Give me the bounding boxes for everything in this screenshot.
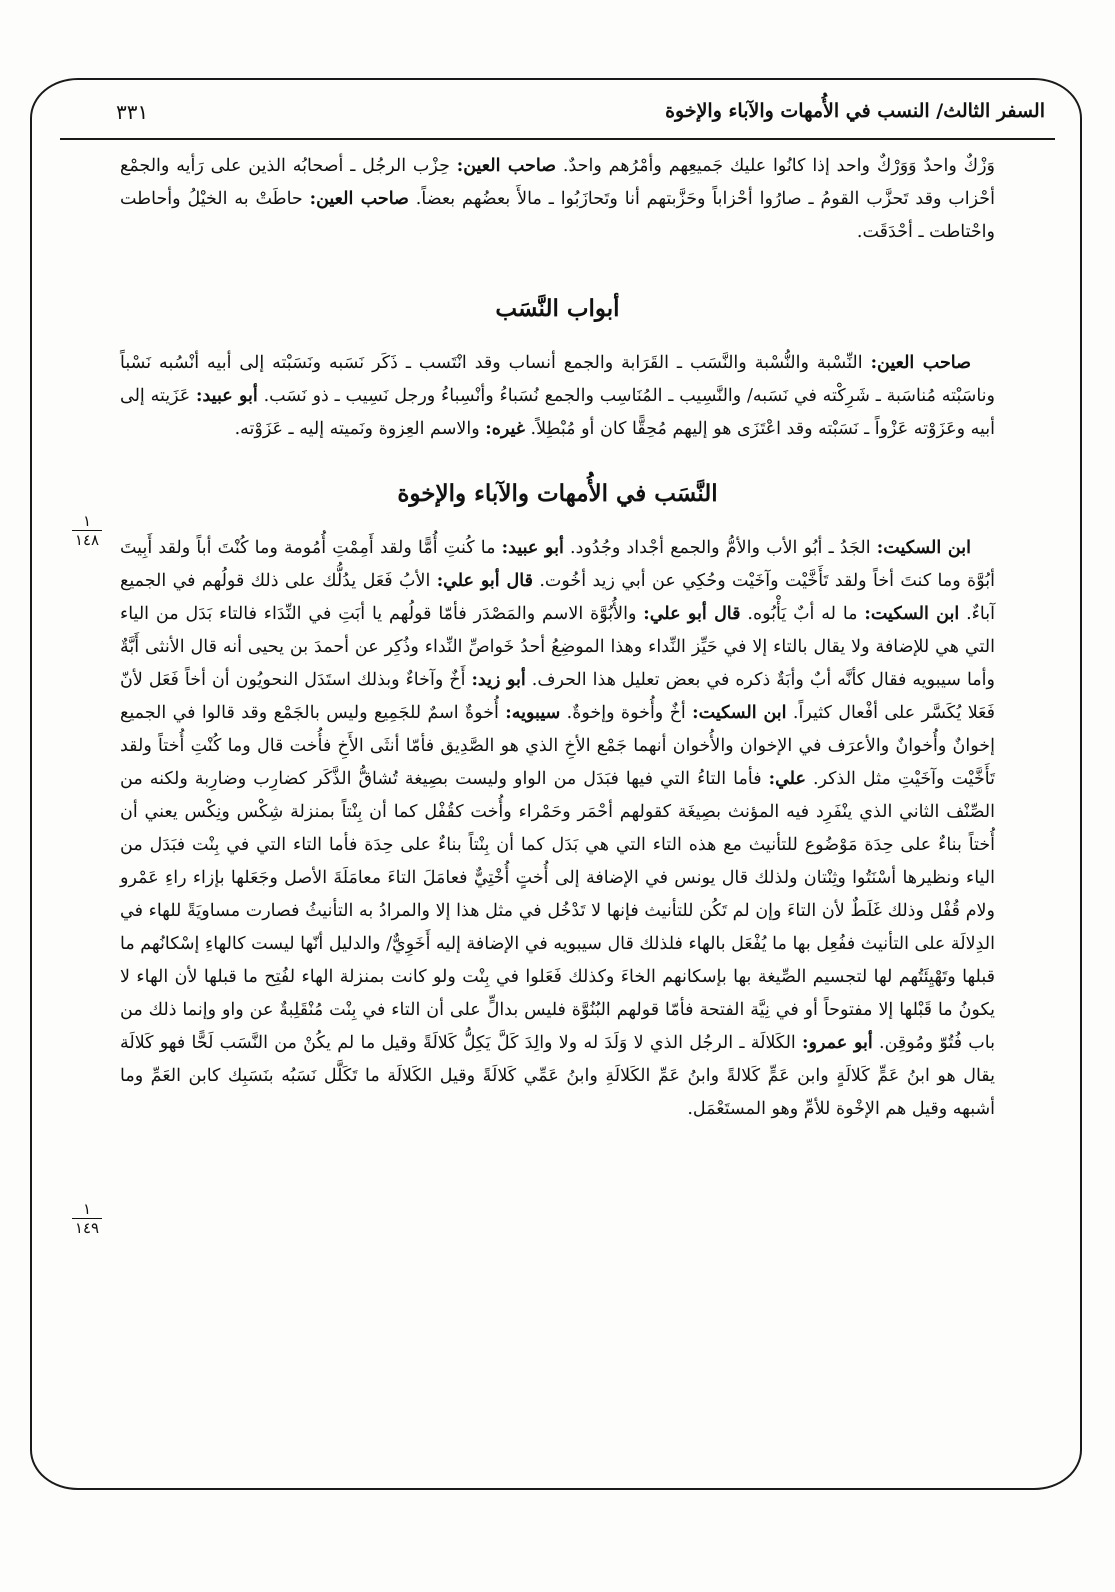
source-name: صاحب العين: [309,189,409,209]
text-run: ما كُنتِ أُمًّا ولقد أَمِمْتِ أُمُومة وما كُنْتَ أباً ولقد أَبِيتَ أبُوَّة وما كنتَ أخاً ولقد تَأَخَّيْت وآخَيْت وحُكِي عن أبي زيد أخُوت. [120,538,995,591]
text-run: والأُبُوَّة الاسم والمَصْدَر فأمّا قولُهم يا أبَتِ في النِّدَاء فالتاء بَدَل من الياء التي هي للإضافة ولا يقال بالتاء إلا في حَيِّز النِّداء وهذا الموضِعُ أحدُ خَواصِّ النِّداء وذُكِر عن أحمدَ بن يحيى أنه قال الأنثى أَبَّةٌ وأما سيبويه فقال كأنَّه أبٌ وأبَةٌ ذكره في بعض تعليل هذا الحرف. [120,604,995,690]
running-title: السفر الثالث/ النسب في الأُمهات والآباء والإخوة [665,100,1045,122]
text-run: وَزْكٌ واحدٌ وَوَرْكٌ واحد إذا كانُوا عليك جَميعِهم وأمْرُهم واحدٌ. [562,156,995,176]
text-run: أخٌ وأُخوة وإخوةٌ. [566,703,686,723]
source-name: أبو زيد: [471,670,526,690]
margin-ref-numerator: ١ [72,513,102,531]
source-name: سيبويه: [505,703,561,723]
margin-ref-denominator: ١٤٨ [74,531,100,549]
source-name: صاحب العين: [456,156,557,176]
intro-paragraph [120,150,995,249]
main-text [120,150,995,1126]
text-run: حِزْب الرجُل ـ أصحابُه الذين على رَأيه والجمْع أحْزاب وقد تَحزَّب القومُ ـ صارُوا أحْزاباً وحَزَّبتهم أنا وتَحازَبُوا ـ مالأَ بعضُهم بعضاً. [120,156,995,209]
text-run: والاسم العِزوة ونَميته إليه ـ عَزَوْته. [234,419,480,439]
text-run: الكَلالَة ـ الرجُل الذي لا وَلَدَ له ولا والِدَ كَلَّ يَكِلُّ كَلالَةً وقيل ما لم يكُنْ من النَّسَب لَحًّا فهو كَلالَة يقال هو ابنُ عَمٍّ كَلالَةٍ وابن عَمٍّ كَلالةً وابنُ عَمِّ الكَلالَةِ وابنُ عَمِّي كَلالَةً وقيل الكَلالَة ما تَكَلَّل نَسَبُه بنَسَبِك كابن العَمِّ وما أشبهه وقيل هم الإخْوة للأمِّ وهو المستَعْمَل. [120,1033,995,1119]
source-name: غيره: [485,419,525,439]
text-run: فأما التاءُ التي فيها فبَدَل من الواو وليست بصِيغة تُشاقُّ الذَّكَر كضارِب وضارِبة ولكنه من الصِّنْف الثاني الذي ينْفَرِد فيه المؤنث بصِيغَة كقولهم أحْمَر وحَمْراء وأُخت كقُفْل كما أن بِنْتاً بمنزلة شِكْس ونِكْس يعني أن أُختاً بناءٌ على حِدَة مَوْضُوع للتأنيث مع هذه التاء التي هي بَدَل كما أن بِنْتاً بناءٌ على حِدَة فأما التاء التي في بِنْت فبَدَل من الياء ونظيرها أسْنَتُوا وثِنْتان ولذلك قال يونس في الإضافة إلى أُختٍ أُخْتِيٌّ فعامَلَ التاءَ معامَلَةَ الأصل وجَعَلها بإزاء راءِ عَمْرو ولام قُفْل وذلك غَلَطٌ لأن التاءَ وإن لم تَكُن للتأنيث فإنها لا تَدْخُل في مثل هذا إلا والمرادُ به التأنيثُ فصارت مساويَةً للهاء في الدِلالَة على التأنيث ففُعِل بها ما يُفْعَل بالهاء فلذلك قال سيبويه في الإضافة إليه أَخَوِيٌّ/ والدليل أنّها ليست كالهاءِ إسْكانُهم ما قبلها وتَهْيِئَتُهم لها لتجسيم الصِّيغة بها بإسكانهم الخاءَ وكذلك فَعَلوا في بِنْت ولو كانت بمنزلة الهاء لفُتِح ما قبلها لأن الهاء لا يكونُ ما قَبْلها إلا مفتوحاً أو في نِيَّة الفتحة فأمّا قولهم البُنُوَّة فليس بدالٍّ على أن التاء في بِنْت مُنْقَلِبةٌ عن واو وإنما ذلك من باب فُتُوّ ومُوقِن. [120,769,995,1053]
header-rule [60,138,1055,140]
source-name: أبو عبيد: [196,386,258,406]
source-name: أبو عمرو: [802,1033,873,1053]
section-paragraph [120,532,995,1126]
section-heading: أبواب النَّسَب [495,295,620,322]
source-name: قال أبو علي: [436,571,533,591]
source-name: ابن السكيت: [864,604,960,624]
source-name: ابن السكيت: [692,703,787,723]
section-heading: النَّسَب في الأُمهات والآباء والإخوة [397,480,718,507]
text-run: الجَدُ ـ أبُو الأب والأمُّ والجمع أجْداد وجُدُود. [570,538,871,558]
text-run: عَزَيته إلى أبيه وعَزَوْته عَزْواً ـ نَسَبْته وقد اعْتَزَى هو إليهم مُحِقًّا كان أو مُبْطِلاً. [120,386,995,439]
text-run: النِّسْبة والنُّسْبة والنَّسَب ـ القَرَابة والجمع أنساب وقد انْتَسب ـ ذَكَر نَسَبه ونَسَبْته إلى أبيه أنْسُبه نَسْباً وناسَبْته مُناسَبة ـ شَرِكْته في نَسَبه/ والنَّسِيب ـ المُنَاسِب والجمع نُسَباءُ وأنْسِباءُ ورجل نَسِيب ـ ذو نَسَب. [120,353,995,406]
source-name: أبو عبيد: [501,538,564,558]
text-run: ما له أبٌ يَأْبُوه. [747,604,858,624]
margin-ref-denominator: ١٤٩ [74,1219,100,1237]
text-run: أَخٌ وآخاءٌ وبذلك استَدَل النحويُون أن أخاً فَعَل لأنّ فَعَلا يُكَسَّر على أفْعال كثيراً. [120,670,995,723]
section-paragraph [120,347,995,446]
text-run: الأبُ فَعَل يدُلُّك على ذلك قولُهم في الجميع آباءٌ. [120,571,995,624]
page-number: ٣٣١ [116,100,149,124]
text-run: أُخوةٌ اسمٌ للجَمِيع وليس بالجَمْع وقد قالوا في الجميع إخوانٌ وأُخوانٌ والأعرَف في الإخوان والأُخوان أنهما جَمْع الأخِ الذي هو الصَّدِيق فأمّا أنثَى الأَخِ فأُخت قال وما كُنْتِ أُختاً ولقد تَأَخَّيْت وآخَيْتِ مثل الذكر. [120,703,995,789]
margin-reference [72,513,102,548]
margin-ref-numerator: ١ [72,1201,102,1219]
source-name: صاحب العين: [870,353,971,373]
source-name: قال أبو علي: [643,604,741,624]
source-name: علي: [768,769,806,789]
margin-reference [72,1201,102,1236]
page-header [70,96,1045,130]
source-name: ابن السكيت: [876,538,971,558]
text-run: حاطَتْ به الخيْلُ وأحاطت واحْتاطت ـ أحْدَقَت. [120,189,995,242]
